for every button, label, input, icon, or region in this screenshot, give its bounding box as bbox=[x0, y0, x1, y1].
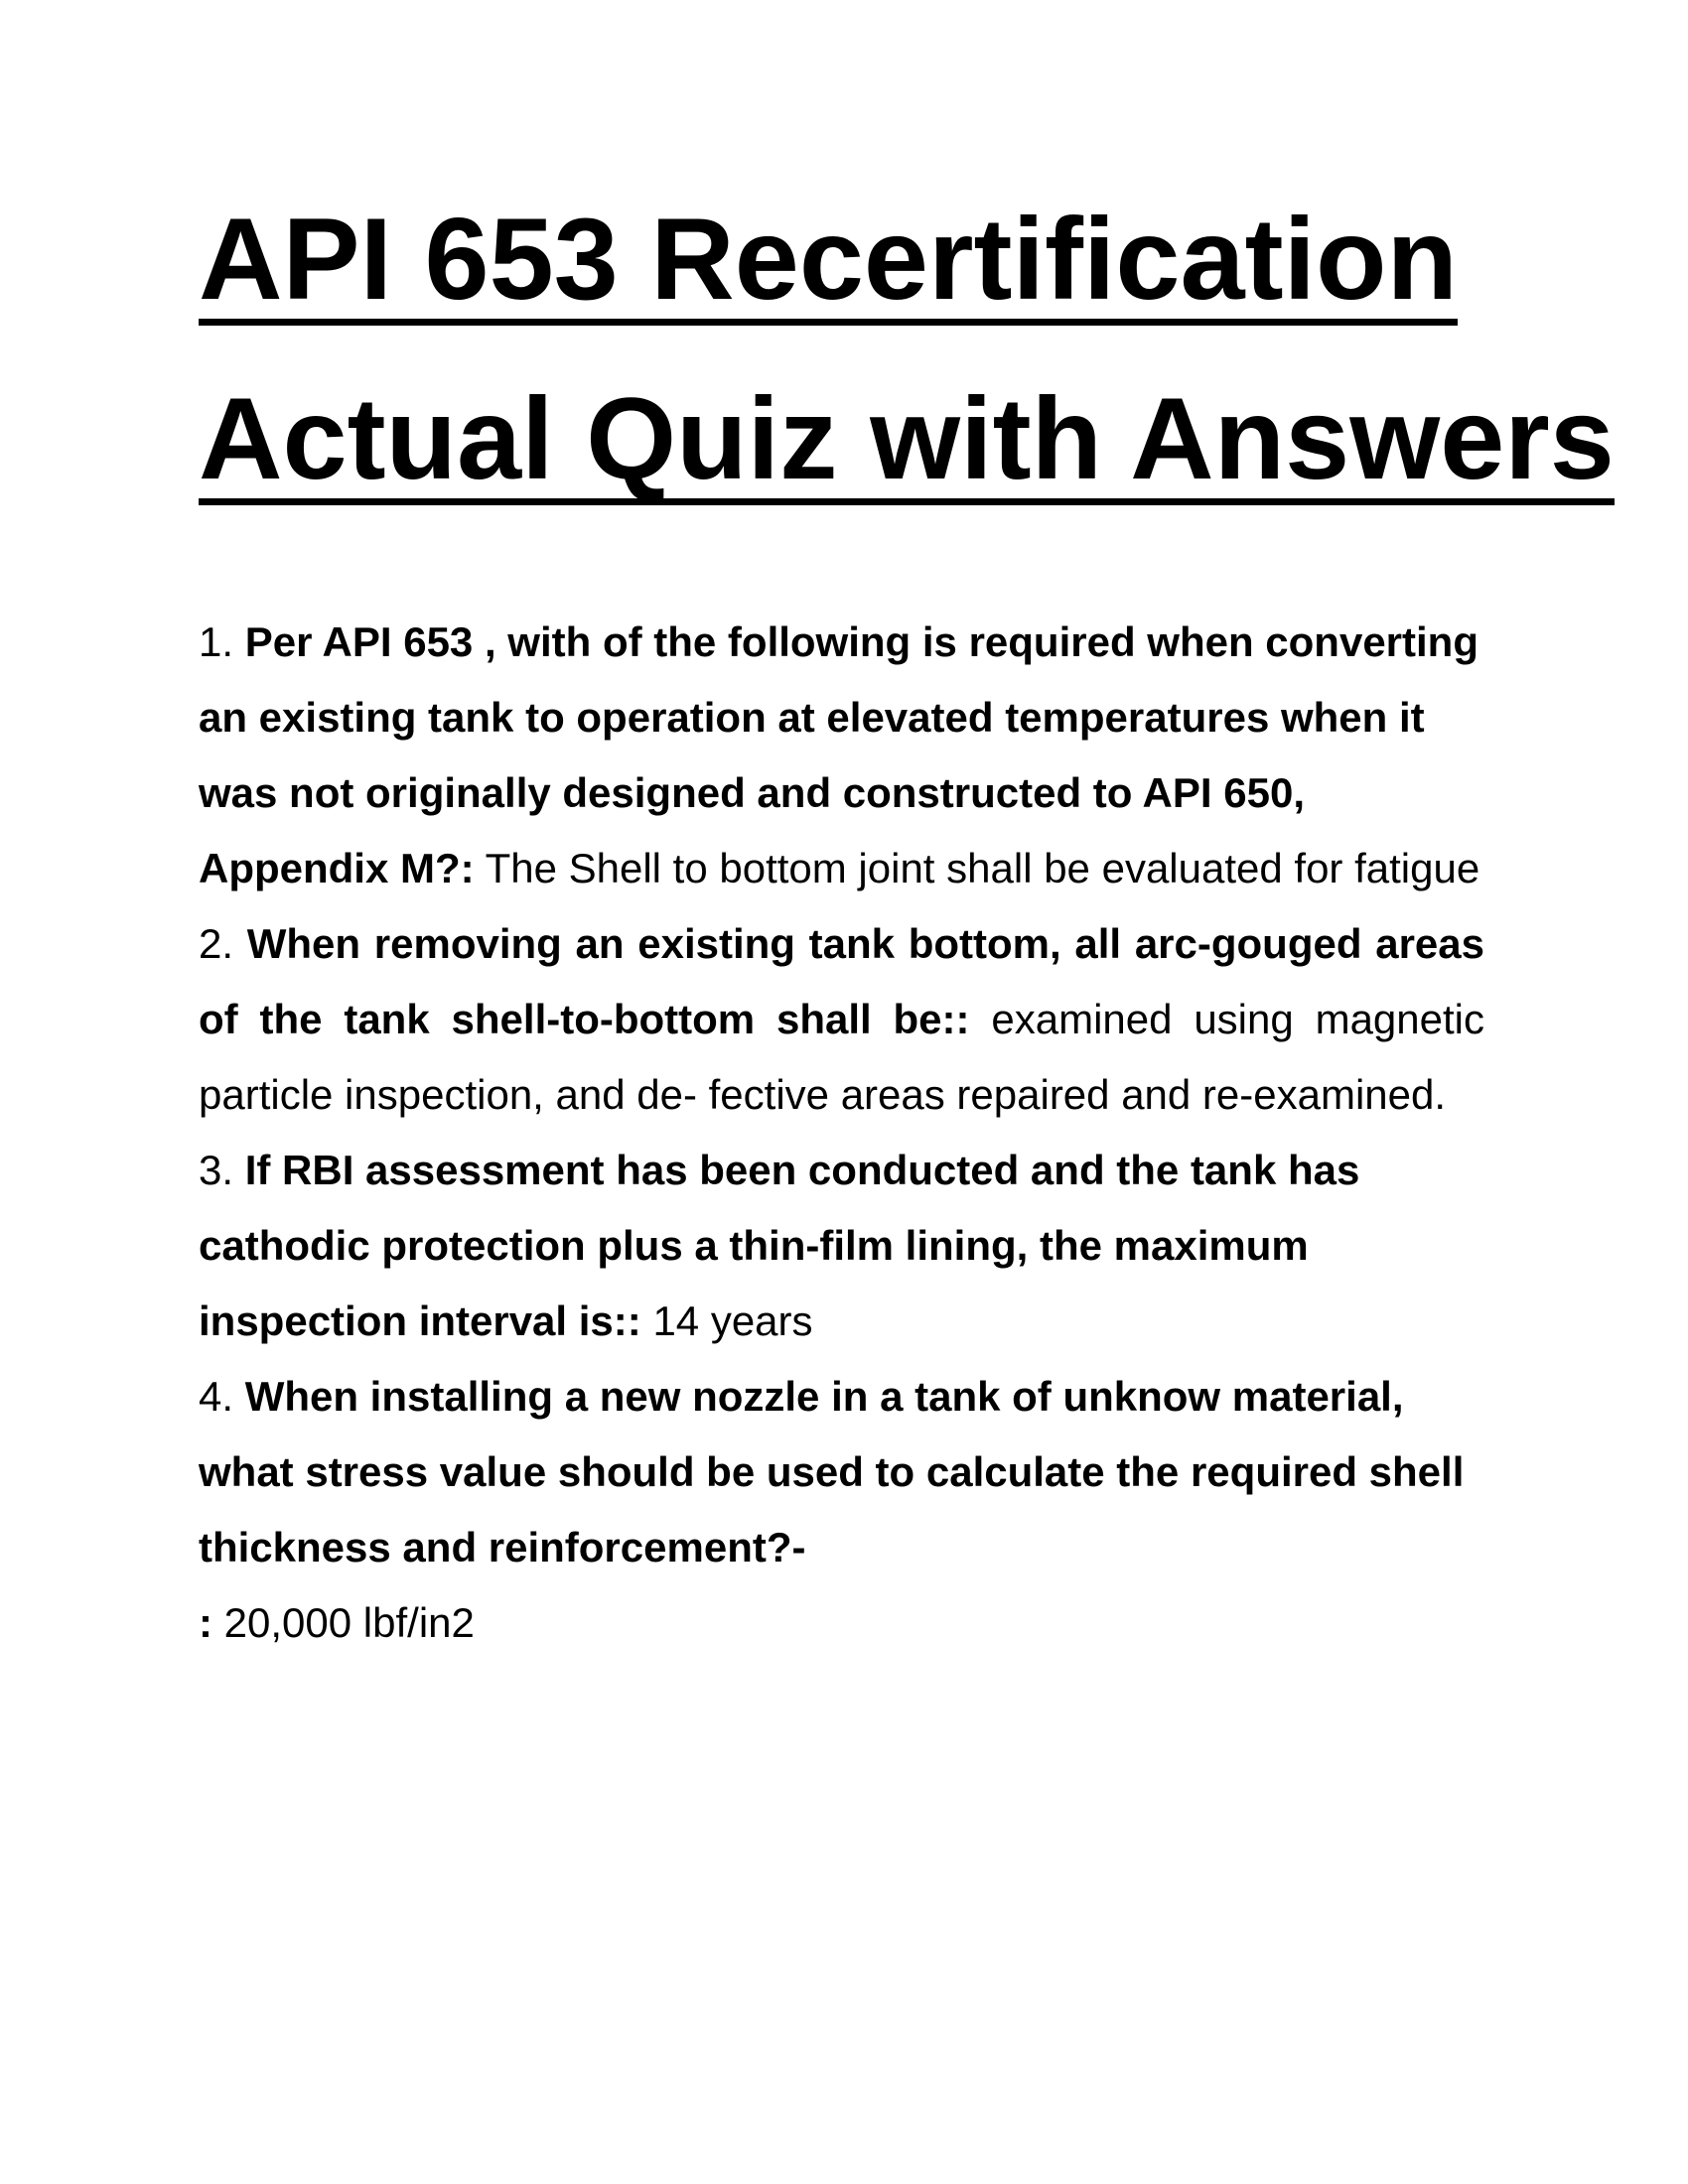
quiz-item-2 bbox=[199, 906, 1484, 1133]
quiz-item-1 bbox=[199, 605, 1484, 906]
question-text: When removing an existing tank bottom, all arc-gouged areas of the tank shell-to-bottom shall be:: bbox=[199, 920, 1484, 1042]
answer-text: examined using magnetic particle inspection, and de- fective areas repaired and re-examined. bbox=[199, 996, 1484, 1118]
question-text: Per API 653 , with of the following is required when converting an existing tank to operation at elevated temperatures when it was not originally designed and constructed to API 650, Appendix M?: bbox=[199, 618, 1478, 891]
document-title-line-1 bbox=[199, 194, 1489, 326]
quiz-item-3 bbox=[199, 1133, 1484, 1359]
question-number: 2. bbox=[199, 920, 234, 967]
document-title-line-2 bbox=[199, 373, 1615, 505]
question-text: When installing a new nozzle in a tank of unknow material, what stress value should be used to calculate the required shell thickness and reinforcement?- bbox=[199, 1373, 1465, 1570]
question-text: If RBI assessment has been conducted and the tank has cathodic protection plus a thin-film lining, the maximum inspection interval is:: bbox=[199, 1147, 1360, 1344]
answer-text: 20,000 lbf/in2 bbox=[223, 1599, 475, 1646]
answer-text: 14 years bbox=[652, 1297, 813, 1344]
question-number: 4. bbox=[199, 1373, 234, 1420]
question-number: 3. bbox=[199, 1147, 234, 1193]
quiz-list bbox=[199, 605, 1484, 1661]
title-text-1: API 653 Recertification bbox=[199, 194, 1458, 324]
quiz-item-4 bbox=[199, 1359, 1484, 1661]
question-number: 1. bbox=[199, 618, 234, 665]
answer-text: The Shell to bottom joint shall be evaluated for fatigue bbox=[485, 845, 1480, 891]
answer-prefix: : bbox=[199, 1599, 212, 1646]
title-text-2: Actual Quiz with Answers bbox=[199, 373, 1615, 503]
